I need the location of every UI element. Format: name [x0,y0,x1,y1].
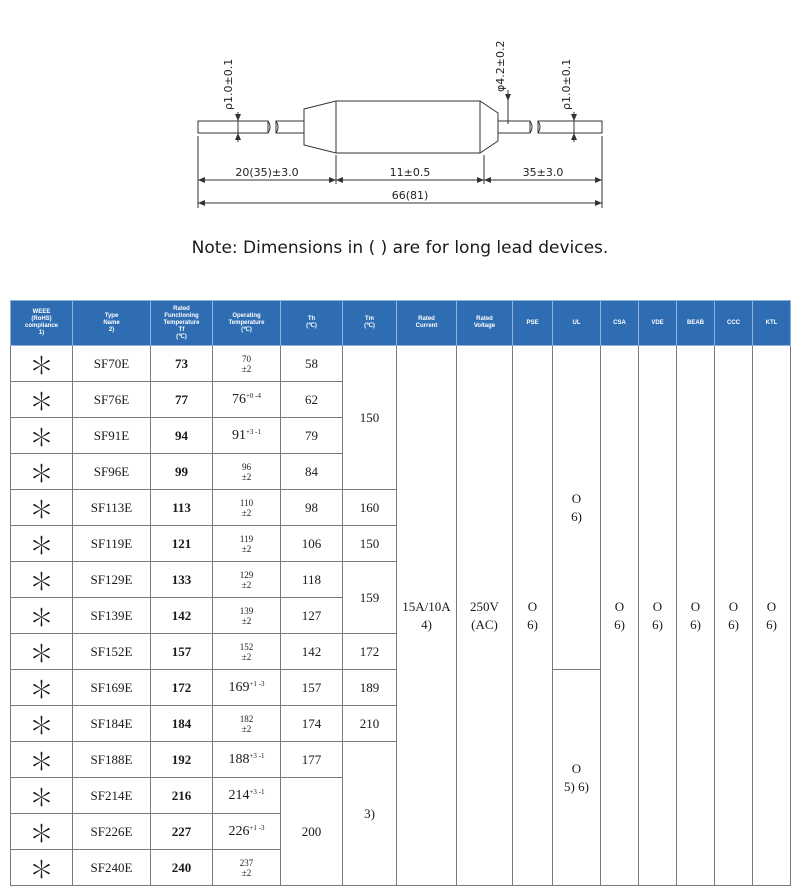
csa-approval-line: O [614,598,625,614]
header-line: Temperature [228,319,265,326]
operating-temp-tol: +1 -3 [249,823,265,832]
tf-value: 227 [151,814,213,850]
ul-approval-bottom [553,670,601,886]
th-value: 79 [281,418,343,454]
operating-temp-tol: ±2 [241,579,252,590]
operating-temp [213,454,281,490]
beab-approval [677,346,715,886]
operating-temp [213,814,281,850]
weee-mark: ＊ [11,598,73,634]
pse-approval-line: O [527,598,538,614]
tf-value: 99 [151,454,213,490]
header-line: compliance [24,323,58,329]
vde-approval [639,346,677,886]
dim-total-len: 66(81) [391,189,429,202]
header-line: (℃) [306,323,317,329]
header-csa: CSA [601,301,639,346]
dim-body-len: 11±0.5 [389,166,431,179]
header-line: Operating [232,312,261,319]
tf-value: 121 [151,526,213,562]
right-lead-inner [498,121,530,133]
header-line: Temperature [163,319,200,326]
ul-approval-top-line: O [571,490,582,506]
operating-temp-tol: ±2 [241,363,252,374]
ul-approval-top [553,346,601,670]
header-line: Current [415,323,438,329]
tf-value: 113 [151,490,213,526]
operating-temp-main: 70 [242,353,251,364]
operating-temp [213,598,281,634]
table-row [11,346,791,382]
tm-value: 150 [343,346,397,490]
header-ktl: KTL [753,301,791,346]
ul-approval-top-line: 6) [571,508,582,524]
th-value: 142 [281,634,343,670]
weee-mark: ＊ [11,742,73,778]
type-name: SF226E [73,814,151,850]
csa-approval-line: 6) [614,616,625,632]
dim-lead-dia-left: ρ1.0±0.1 [222,58,235,110]
operating-temp-tol: +3 -1 [245,427,262,436]
header-tm [343,301,397,346]
weee-mark: ＊ [11,706,73,742]
ktl-approval-line: O [766,598,777,614]
header-line: Name [103,319,120,326]
operating-temp-main: 182 [239,713,254,724]
weee-mark: ＊ [11,526,73,562]
tm-value: 210 [343,706,397,742]
weee-mark: ＊ [11,634,73,670]
weee-mark: ＊ [11,778,73,814]
operating-temp-main: 226 [228,824,250,839]
weee-mark: ＊ [11,346,73,382]
th-value: 62 [281,382,343,418]
header-ccc: CCC [715,301,753,346]
type-name: SF184E [73,706,151,742]
weee-mark: ＊ [11,814,73,850]
header-line: Tf [178,326,185,333]
type-name: SF188E [73,742,151,778]
weee-mark: ＊ [11,490,73,526]
header-line: Rated [418,316,435,322]
operating-temp-tol: +0 -4 [245,391,262,400]
rated-current-line: 4) [421,616,432,632]
pse-approval-line: 6) [527,616,538,632]
header-tf [151,301,213,346]
type-name: SF119E [73,526,151,562]
weee-mark: ＊ [11,850,73,886]
header-line: Rated [173,305,190,312]
type-name: SF214E [73,778,151,814]
th-value: 58 [281,346,343,382]
left-lead-outer [198,121,268,133]
operating-temp [213,526,281,562]
type-name: SF169E [73,670,151,706]
header-line: Th [307,316,316,322]
tf-value: 192 [151,742,213,778]
tm-value: 160 [343,490,397,526]
type-name: SF96E [73,454,151,490]
tf-value: 184 [151,706,213,742]
header-vde: VDE [639,301,677,346]
operating-temp [213,742,281,778]
weee-mark: ＊ [11,418,73,454]
operating-temp [213,670,281,706]
th-value: 177 [281,742,343,778]
operating-temp [213,706,281,742]
th-value: 118 [281,562,343,598]
tf-value: 240 [151,850,213,886]
tm-value: 172 [343,634,397,670]
operating-temp-main: 76 [231,392,246,407]
component-body [304,101,498,153]
vde-approval-line: O [652,598,663,614]
beab-approval-line: O [690,598,701,614]
tm-value: 3) [343,742,397,886]
type-name: SF76E [73,382,151,418]
operating-temp-tol: ±2 [241,651,252,662]
header-row [11,301,791,346]
header-ul: UL [553,301,601,346]
type-name: SF152E [73,634,151,670]
header-line: (℃) [364,323,375,329]
header-line: WEEE [32,309,51,315]
header-line: Voltage [473,323,496,329]
tm-value: 150 [343,526,397,562]
beab-approval-line: 6) [690,616,701,632]
header-ot [213,301,281,346]
tf-value: 94 [151,418,213,454]
operating-temp-main: 152 [239,641,254,652]
operating-temp-main: 110 [239,497,254,508]
header-pse: PSE [513,301,553,346]
operating-temp-main: 214 [228,788,250,803]
tf-value: 142 [151,598,213,634]
header-weee [11,301,73,346]
header-current [397,301,457,346]
rated-voltage-line: (AC) [471,616,498,632]
csa-approval [601,346,639,886]
operating-temp [213,382,281,418]
dim-body-dia: φ4.2±0.2 [494,40,507,92]
operating-temp [213,346,281,382]
rated-current [397,346,457,886]
operating-temp [213,418,281,454]
operating-temp-tol: ±2 [241,471,252,482]
tf-value: 73 [151,346,213,382]
tf-value: 172 [151,670,213,706]
dim-left-lead-len: 20(35)±3.0 [235,166,299,179]
spec-table [10,300,791,886]
tm-value: 159 [343,562,397,634]
type-name: SF240E [73,850,151,886]
th-value: 174 [281,706,343,742]
type-name: SF91E [73,418,151,454]
tf-value: 157 [151,634,213,670]
ktl-approval [753,346,791,886]
type-name: SF129E [73,562,151,598]
ccc-approval [715,346,753,886]
header-line: 2) [108,326,115,333]
header-line: (℃) [176,333,187,340]
th-value: 157 [281,670,343,706]
th-value: 200 [281,778,343,886]
operating-temp [213,778,281,814]
header-line: Tm [365,316,374,322]
spec-table-body [11,346,791,886]
rated-voltage [457,346,513,886]
weee-mark: ＊ [11,382,73,418]
tm-value: 189 [343,670,397,706]
operating-temp-main: 188 [228,752,250,767]
type-name: SF70E [73,346,151,382]
header-voltage [457,301,513,346]
header-line: Rated [476,316,493,322]
rated-current-line: 15A/10A [402,598,451,614]
operating-temp [213,490,281,526]
header-type [73,301,151,346]
ccc-approval-line: 6) [728,616,739,632]
header-line: (RoHS) [31,316,52,322]
th-value: 98 [281,490,343,526]
header-line: Type [104,312,119,319]
operating-temp [213,850,281,886]
operating-temp-main: 96 [242,461,251,472]
operating-temp-main: 129 [239,569,254,580]
operating-temp-tol: +3 -1 [249,787,265,796]
pse-approval [513,346,553,886]
operating-temp-tol: ±2 [241,543,252,554]
header-line: Functioning [164,312,199,319]
type-name: SF139E [73,598,151,634]
th-value: 127 [281,598,343,634]
tf-value: 216 [151,778,213,814]
header-beab: BEAB [677,301,715,346]
operating-temp-main: 237 [239,857,254,868]
operating-temp [213,634,281,670]
dimension-drawing [0,0,800,230]
weee-mark: ＊ [11,454,73,490]
operating-temp-tol: +3 -1 [249,751,265,760]
dim-lead-dia-right: ρ1.0±0.1 [560,58,573,110]
vde-approval-line: 6) [652,616,663,632]
operating-temp-main: 119 [239,533,254,544]
operating-temp-tol: ±2 [241,507,252,518]
header-line: (℃) [241,326,252,333]
operating-temp-tol: ±2 [241,615,252,626]
header-line: 1) [38,330,45,336]
weee-mark: ＊ [11,562,73,598]
left-lead-inner [276,121,304,133]
right-lead-outer [538,121,602,133]
ccc-approval-line: O [728,598,739,614]
weee-mark: ＊ [11,670,73,706]
operating-temp-tol: ±2 [241,723,252,734]
header-th [281,301,343,346]
ktl-approval-line: 6) [766,616,777,632]
tf-value: 77 [151,382,213,418]
operating-temp [213,562,281,598]
rated-voltage-line: 250V [470,598,499,614]
operating-temp-main: 169 [228,680,250,695]
th-value: 106 [281,526,343,562]
ul-approval-bottom-line: 5) 6) [564,778,589,794]
type-name: SF113E [73,490,151,526]
dim-right-lead-len: 35±3.0 [522,166,564,179]
operating-temp-tol: ±2 [241,867,252,878]
dimension-note: Note: Dimensions in ( ) are for long lead devices. [191,238,609,258]
operating-temp-tol: +1 -3 [249,679,265,688]
operating-temp-main: 91 [231,428,246,443]
ul-approval-bottom-line: O [571,760,582,776]
th-value: 84 [281,454,343,490]
operating-temp-main: 139 [239,605,254,616]
tf-value: 133 [151,562,213,598]
